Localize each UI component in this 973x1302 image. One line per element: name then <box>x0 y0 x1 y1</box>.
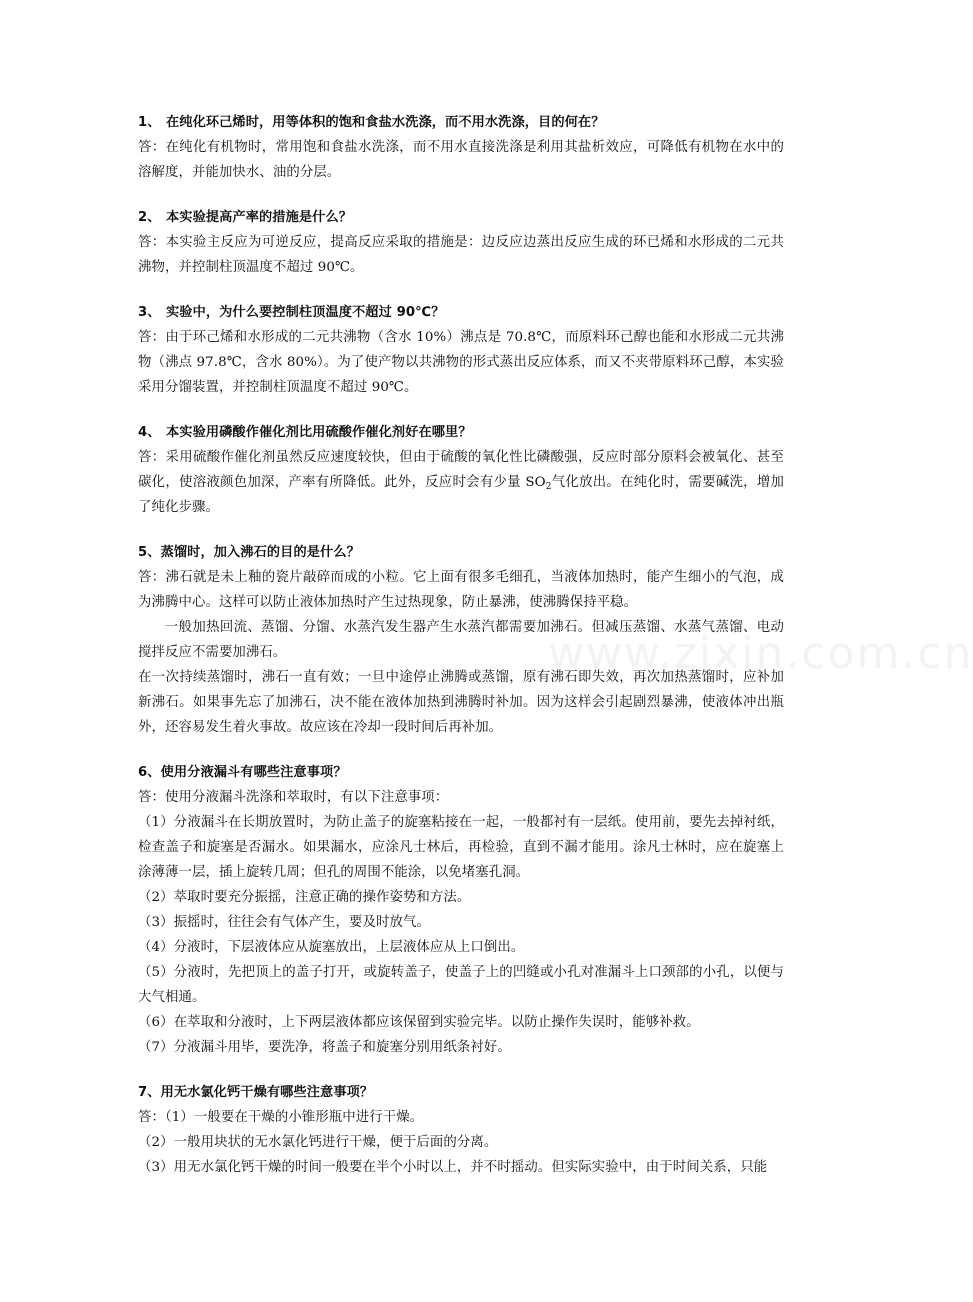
answer-point: （2）一般用块状的无水氯化钙进行干燥，便于后面的分离。 <box>138 1135 498 1150</box>
question-number: 4、 <box>138 425 161 440</box>
answer-text-part: 答：采用硫酸作催化剂虽然反应速度较快，但由于硫酸的氧化性比磷酸强，反应时部分原料会被氧化、甚至碳化，使溶液颜色加深，产率有所降低。此外，反应时会有少量 SO <box>138 450 784 490</box>
answer-point: （2）萃取时要充分振摇，注意正确的操作姿势和方法。 <box>138 890 471 905</box>
question-heading <box>138 420 784 445</box>
question-number: 6、 <box>138 765 161 780</box>
qa-item-7 <box>138 1080 784 1180</box>
qa-item-6 <box>138 760 784 1060</box>
qa-item-4 <box>138 420 784 520</box>
question-heading <box>138 205 784 230</box>
qa-item-3 <box>138 300 784 400</box>
answer-paragraph: 在一次持续蒸馏时，沸石一直有效；一旦中途停止沸腾或蒸馏，原有沸石即失效，再次加热蒸馏时，应补加新沸石。如果事先忘了加沸石，决不能在液体加热到沸腾时补加。因为这样会引起剧烈暴沸，使液体冲出瓶外，还容易发生着火事故。故应该在冷却一段时间后再补加。 <box>138 670 784 735</box>
answer-point: （3）用无水氯化钙干燥的时间一般要在半个小时以上，并不时摇动。但实际实验中，由于时间关系，只能 <box>138 1160 768 1175</box>
answer-paragraph: 答：沸石就是未上釉的瓷片敲碎而成的小粒。它上面有很多毛细孔，当液体加热时，能产生细小的气泡，成为沸腾中心。这样可以防止液体加热时产生过热现象，防止暴沸，使沸腾保持平稳。 <box>138 570 784 610</box>
answer-point: （6）在萃取和分液时，上下两层液体都应该保留到实验完毕。以防止操作失误时，能够补救。 <box>138 1015 700 1030</box>
document-body <box>138 110 784 1200</box>
answer-paragraph: 答：由于环己烯和水形成的二元共沸物（含水 10%）沸点是 70.8℃，而原料环己醇也能和水形成二元共沸物（沸点 97.8℃，含水 80%）。为了使产物以共沸物的形式蒸出反应体系，而又不夹带原料环己醇，本实验采用分馏装置，并控制柱顶温度不超过 90℃。 <box>138 330 784 395</box>
answer-point: （5）分液时，先把顶上的盖子打开，或旋转盖子，使盖子上的凹缝或小孔对准漏斗上口颈部的小孔，以便与大气相通。 <box>138 965 784 1005</box>
question-text: 本实验提高产率的措施是什么？ <box>166 210 353 225</box>
question-text: 用无水氯化钙干燥有哪些注意事项？ <box>160 1085 374 1100</box>
qa-item-5 <box>138 540 784 740</box>
qa-item-2 <box>138 205 784 280</box>
answer-point: （4）分液时，下层液体应从旋塞放出，上层液体应从上口倒出。 <box>138 940 525 955</box>
answer-paragraph <box>138 445 784 520</box>
question-number: 5、 <box>138 545 161 560</box>
answer-point: （1）分液漏斗在长期放置时，为防止盖子的旋塞粘接在一起，一般都衬有一层纸。使用前，要先去掉衬纸，检查盖子和旋塞是否漏水。如果漏水，应涂凡士林后，再检验，直到不漏才能用。涂凡士林时，应在旋塞上涂薄薄一层，插上旋转几周；但孔的周围不能涂，以免堵塞孔洞。 <box>138 815 784 880</box>
question-text: 在纯化环己烯时，用等体积的饱和食盐水洗涤，而不用水洗涤，目的何在？ <box>166 115 605 130</box>
question-heading <box>138 110 784 135</box>
question-heading <box>138 300 784 325</box>
question-heading <box>138 1080 784 1105</box>
answer-paragraph: 一般加热回流、蒸馏、分馏、水蒸汽发生器产生水蒸汽都需要加沸石。但减压蒸馏、水蒸气蒸馏、电动搅拌反应不需要加沸石。 <box>138 620 784 660</box>
answer-paragraph: 答：（1）一般要在干燥的小锥形瓶中进行干燥。 <box>138 1110 424 1125</box>
question-number: 2、 <box>138 210 161 225</box>
question-text: 使用分液漏斗有哪些注意事项？ <box>160 765 347 780</box>
question-heading <box>138 760 784 785</box>
answer-paragraph: 答：本实验主反应为可逆反应，提高反应采取的措施是：边反应边蒸出反应生成的环已烯和水形成的二元共沸物，并控制柱顶温度不超过 90℃。 <box>138 235 784 275</box>
answer-point: （3）振摇时，往往会有气体产生，要及时放气。 <box>138 915 430 930</box>
watermark: www.zixin.com.cn <box>548 628 973 679</box>
answer-paragraph: 答：在纯化有机物时，常用饱和食盐水洗涤，而不用水直接洗涤是利用其盐析效应，可降低有机物在水中的溶解度，并能加快水、油的分层。 <box>138 140 784 180</box>
subscript-number: 2 <box>545 482 552 492</box>
question-text: 蒸馏时，加入沸石的目的是什么？ <box>160 545 360 560</box>
answer-paragraph: 答：使用分液漏斗洗涤和萃取时，有以下注意事项： <box>138 790 449 805</box>
question-text: 本实验用磷酸作催化剂比用硫酸作催化剂好在哪里？ <box>166 425 472 440</box>
question-number: 7、 <box>138 1085 161 1100</box>
qa-item-1 <box>138 110 784 185</box>
answer-point: （7）分液漏斗用毕，要洗净，将盖子和旋塞分别用纸条衬好。 <box>138 1040 511 1055</box>
question-text: 实验中，为什么要控制柱顶温度不超过 90℃？ <box>166 305 445 320</box>
question-number: 3、 <box>138 305 161 320</box>
question-number: 1、 <box>138 115 161 130</box>
question-heading <box>138 540 784 565</box>
answer-text-part: 气化放出。在纯化时，需要碱洗，增加了纯化步骤。 <box>138 475 784 515</box>
